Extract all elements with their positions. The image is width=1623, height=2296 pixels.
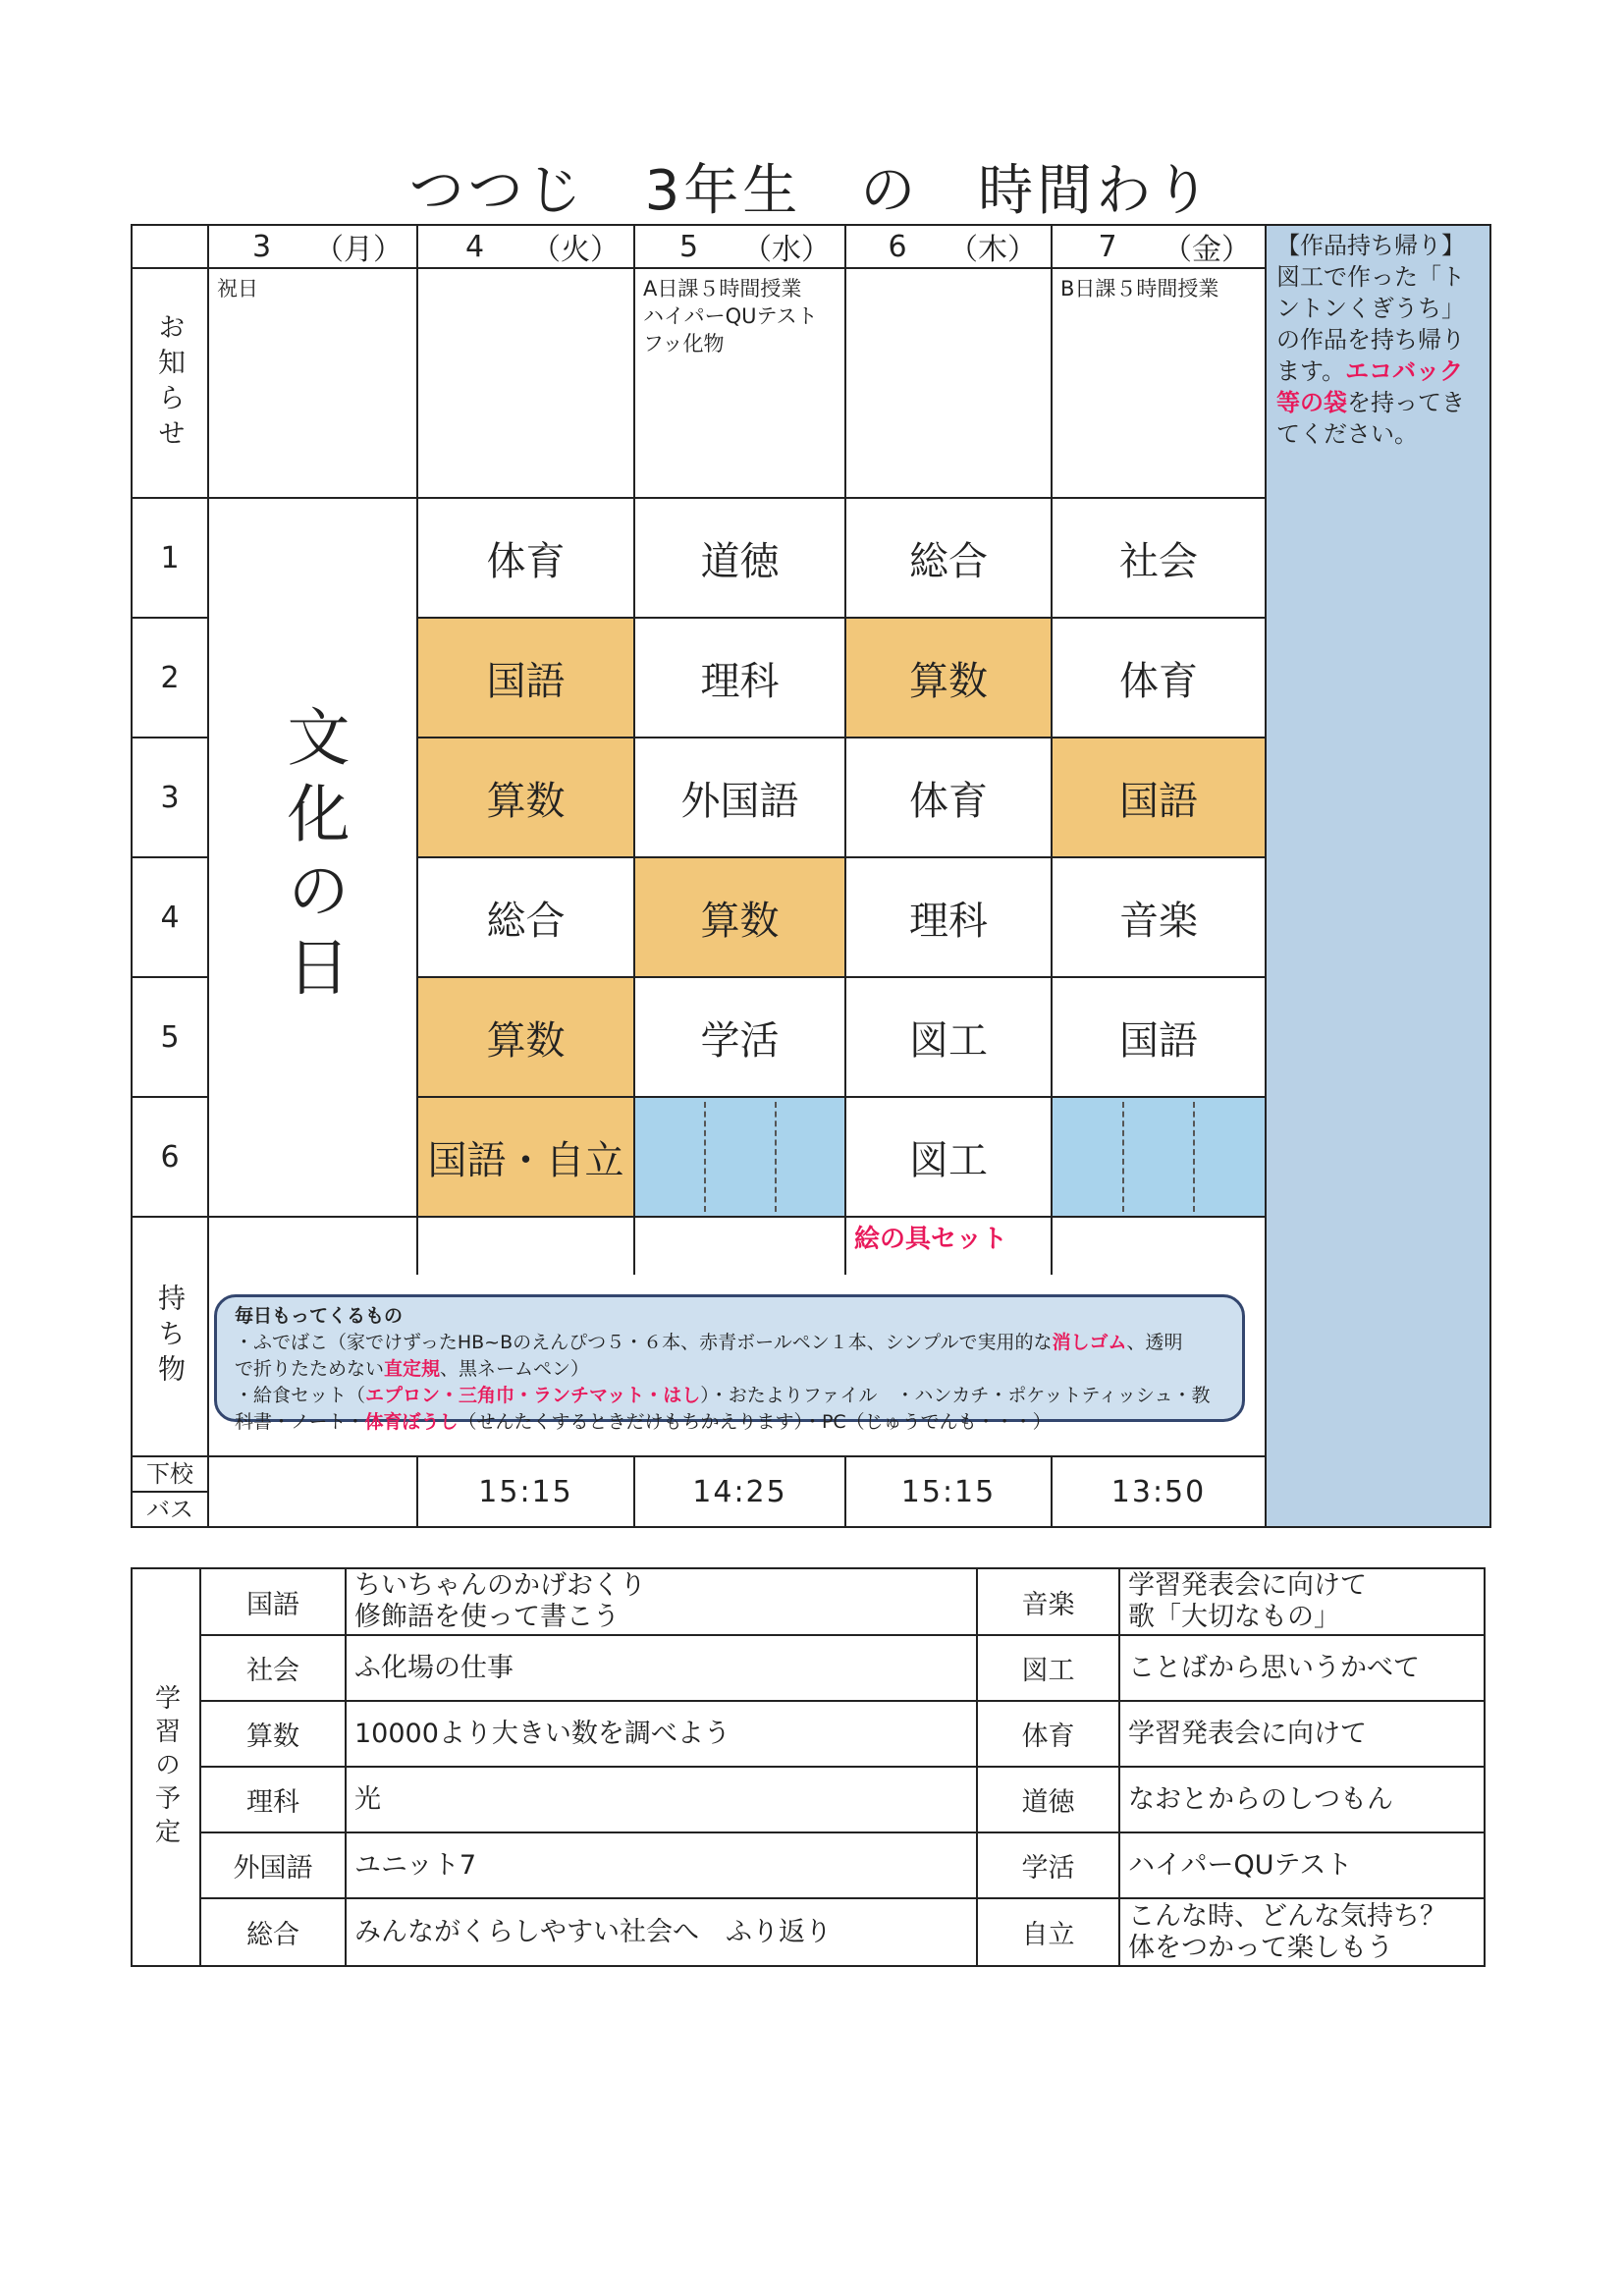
thu-period-2: 算数 [844,617,1053,738]
plan-right-content-2 [1118,1634,1486,1702]
belongings-divider-mon [207,1216,418,1275]
notice-thu [844,267,1053,499]
wed-period-1: 道徳 [633,497,846,619]
take-home-notice [1265,224,1491,1528]
day-number: 4 [464,229,485,264]
day-number: 6 [888,229,907,264]
plan-left-subject-5: 外国語 [199,1831,347,1899]
daily-items-line-1 [235,1330,1224,1356]
content-line: こんな時、どんな気持ち？ [1128,1900,1446,1932]
notice-line: ハイパーQUテスト [643,304,818,328]
period-3-label: 3 [131,737,209,858]
bus-time-mon [207,1455,418,1528]
notice-tue [416,267,635,499]
period-4-label: 4 [131,856,209,978]
notice-line: フッ化物 [643,332,725,355]
wed-period-5: 学活 [633,976,846,1098]
day-of-week: （水） [742,233,831,267]
period-5-label: 5 [131,976,209,1098]
content-line: ふ化場の仕事 [354,1652,514,1683]
day-header-mon [207,224,418,269]
highlight: エプロン・三角巾・ランチマット・はし [365,1385,701,1406]
plan-left-content-5 [345,1831,978,1899]
wed-period-3: 外国語 [633,737,846,858]
tue-period-4: 総合 [416,856,635,978]
day-header-wed [633,224,846,269]
text: 、透明 [1126,1332,1183,1353]
text: ）・おたよりファイル ・ハンカチ・ポケットティッシュ・教 [700,1385,1211,1406]
period-2-label: 2 [131,617,209,738]
period-6-label: 6 [131,1096,209,1218]
tue-period-2: 国語 [416,617,635,738]
plan-right-subject-6: 自立 [976,1897,1120,1967]
daily-items-line-2 [235,1356,1224,1383]
wed-period-2: 理科 [633,617,846,738]
content-line: 体をつかって楽しもう [1128,1932,1393,1963]
belongings-row-label: 持ち物 [131,1216,209,1457]
content-line: 学習発表会に向けて [1128,1718,1367,1749]
day-of-week: （金） [1163,233,1251,267]
plan-right-subject-5: 学活 [976,1831,1120,1899]
belongings-divider-tue [416,1216,635,1275]
tue-period-6: 国語・自立 [416,1096,635,1218]
study-plan-label: 学習の予定 [131,1567,201,1967]
notice-text-end: を持ってきてください。 [1276,389,1465,448]
plan-left-subject-3: 算数 [199,1700,347,1768]
plan-right-content-4 [1118,1766,1486,1833]
fri-period-5: 国語 [1051,976,1267,1098]
plan-right-subject-3: 体育 [976,1700,1120,1768]
period-1-label: 1 [131,497,209,619]
content-line: 光 [354,1783,381,1815]
paint-set-note: 絵の具セット [854,1225,1008,1254]
plan-left-content-4 [345,1766,978,1833]
tue-period-3: 算数 [416,737,635,858]
text: （せんたくするときだけもちかえります）・PC（じゅうでんも・・・） [458,1411,1052,1433]
content-line: 10000より大きい数を調べよう [354,1718,730,1749]
thu-period-1: 総合 [844,497,1053,619]
day-of-week: （火） [531,233,620,267]
notice-fri [1051,267,1267,499]
fri-period-3: 国語 [1051,737,1267,858]
day-header-fri [1051,224,1267,269]
bus-label [131,1455,209,1528]
daily-items-box [214,1294,1245,1433]
thu-period-3: 体育 [844,737,1053,858]
tue-period-1: 体育 [416,497,635,619]
content-line: 学習発表会に向けて [1128,1570,1367,1601]
content-line: みんながくらしやすい社会へ ふり返り [354,1916,832,1947]
bus-label-line2: バス [133,1491,207,1526]
thu-period-6: 図工 [844,1096,1053,1218]
fri-period-4: 音楽 [1051,856,1267,978]
notice-row-label: お知らせ [131,267,209,499]
notice-heading: 【作品持ち帰り】 [1276,232,1465,259]
notice-line: 祝日 [217,277,258,301]
daily-items-line-4 [235,1409,1224,1436]
thu-period-4: 理科 [844,856,1053,978]
page-title: つつじ 3年生 の 時間わり [408,159,1215,223]
text: 科書・ノート・ [235,1411,365,1433]
notice-highlight: エコバック等の袋 [1276,357,1464,416]
plan-right-content-3 [1118,1700,1486,1768]
plan-left-content-3 [345,1700,978,1768]
fri-period-1: 社会 [1051,497,1267,619]
text: ・給食セット（ [235,1385,366,1406]
fri-period-6-free [1051,1096,1267,1218]
bus-label-line1: 下校 [146,1460,193,1488]
content-line: ことばから思いうかべて [1128,1652,1420,1683]
wed-period-4: 算数 [633,856,846,978]
content-line: ハイパーQUテスト [1128,1849,1353,1881]
study-plan-table [131,1567,1486,1967]
highlight: 直定規 [384,1358,441,1380]
notice-text: 図工で作った「トントンくぎうち」の作品を持ち帰ります。 [1276,263,1465,385]
daily-items-line-3 [235,1383,1224,1409]
text: 、黒ネームペン） [440,1358,590,1380]
day-of-week: （月） [314,233,403,267]
tue-period-5: 算数 [416,976,635,1098]
notice-mon [207,267,418,499]
day-header-tue [416,224,635,269]
holiday-cell: 文化の日 [207,497,418,1218]
plan-left-subject-1: 国語 [199,1567,347,1636]
day-number: 3 [251,229,272,264]
content-line: 修飾語を使って書こう [354,1602,620,1632]
bus-time-tue: 15:15 [416,1455,635,1528]
plan-left-subject-6: 総合 [199,1897,347,1967]
fri-period-2: 体育 [1051,617,1267,738]
belongings-divider-fri [1051,1216,1267,1275]
plan-right-subject-4: 道徳 [976,1766,1120,1833]
content-line: ちいちゃんのかげおくり [354,1570,646,1601]
plan-left-content-2 [345,1634,978,1702]
notice-line: B日課５時間授業 [1060,277,1219,301]
content-line: なおとからのしつもん [1128,1783,1393,1815]
text: ・ふでばこ（家でけずったHB~Bのえんぴつ５・６本、赤青ボールペン１本、シンプルで実用的な [235,1332,1053,1353]
day-header-thu [844,224,1053,269]
plan-left-content-1 [345,1567,978,1636]
plan-right-content-5 [1118,1831,1486,1899]
wed-period-6-free [633,1096,846,1218]
thu-period-5: 図工 [844,976,1053,1098]
plan-right-content-6 [1118,1897,1486,1967]
text: で折りたためない [235,1358,385,1380]
day-of-week: （木） [948,233,1037,267]
plan-left-subject-2: 社会 [199,1634,347,1702]
bus-time-fri: 13:50 [1051,1455,1267,1528]
highlight: 消しゴム [1052,1332,1127,1353]
day-number: 5 [678,229,699,264]
belongings-divider-wed [633,1216,846,1275]
content-line: 歌「大切なもの」 [1128,1602,1340,1632]
bus-time-wed: 14:25 [633,1455,846,1528]
plan-left-subject-4: 理科 [199,1766,347,1833]
plan-right-content-1 [1118,1567,1486,1636]
corner-cell [131,224,209,269]
notice-line: A日課５時間授業 [643,277,802,301]
bus-time-thu: 15:15 [844,1455,1053,1528]
content-line: ユニット7 [354,1849,477,1881]
notice-wed [633,267,846,499]
day-number: 7 [1098,229,1117,264]
plan-right-subject-2: 図工 [976,1634,1120,1702]
highlight: 体育ぼうし [364,1411,459,1433]
daily-items-heading: 毎日もってくるもの [235,1305,404,1327]
plan-right-subject-1: 音楽 [976,1567,1120,1636]
plan-left-content-6 [345,1897,978,1967]
